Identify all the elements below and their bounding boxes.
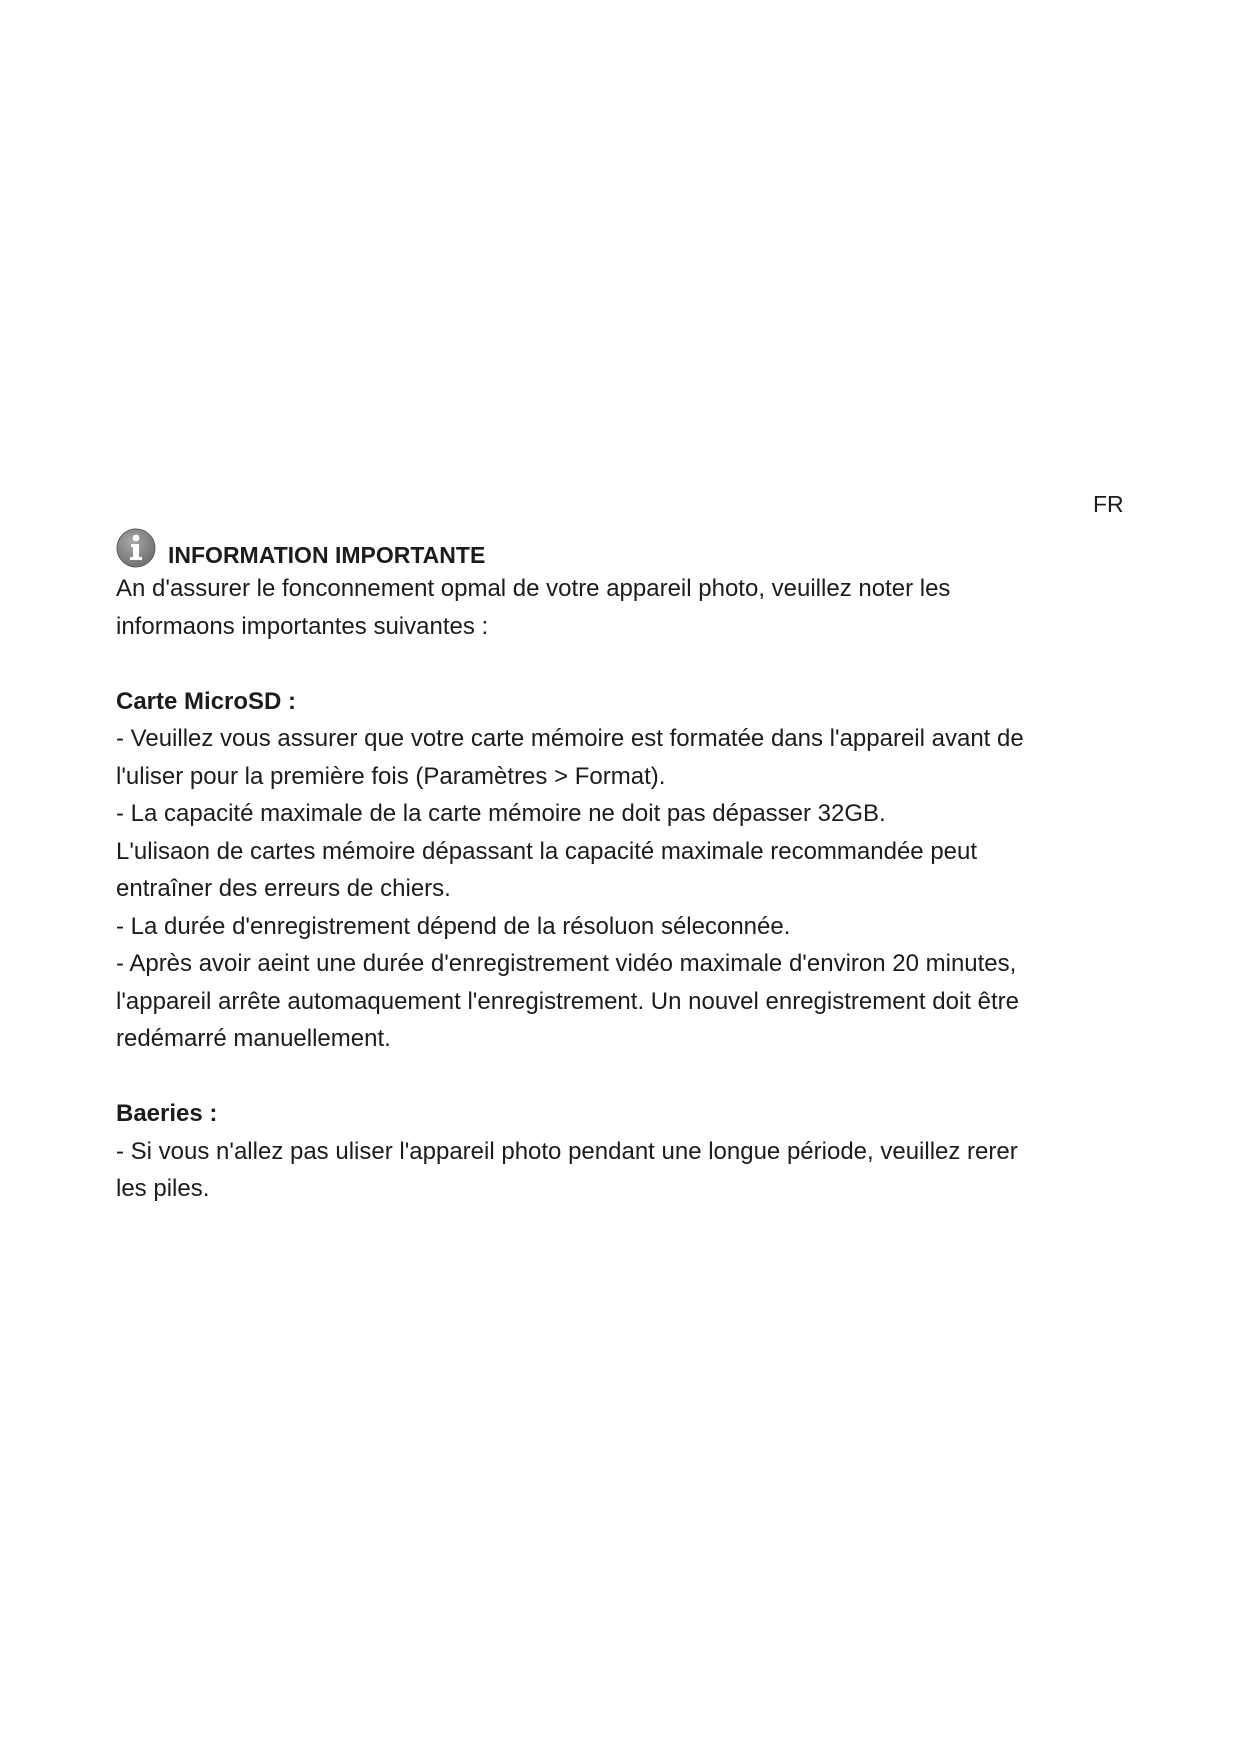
microsd-text-line: entraîner des erreurs de chiers.: [116, 875, 451, 902]
notice-heading-row: [116, 522, 1126, 570]
microsd-text-line: - La capacité maximale de la carte mémoire ne doit pas dépasser 32GB.: [116, 800, 886, 827]
microsd-text-line: l'uliser pour la première fois (Paramètres > Format).: [116, 762, 666, 790]
intro-text-line: informaons importantes suivantes :: [116, 612, 489, 640]
batteries-section-title: Baeries :: [116, 1100, 218, 1127]
batteries-text-line: les piles.: [116, 1175, 210, 1202]
paragraph-gap: [116, 1058, 1126, 1096]
microsd-text-line: L'ulisaon de cartes mémoire dépassant la capacité maximale recommandée peut: [116, 837, 978, 865]
notice-content: [116, 522, 1126, 1208]
microsd-text-line: - Veuillez vous assurer que votre carte mémoire est formatée dans l'appareil avant de: [116, 725, 1024, 752]
notice-title: INFORMATION IMPORTANTE: [168, 542, 486, 568]
intro-text-line: An d'assurer le fonconnement opmal de votre appareil photo, veuillez noter les: [116, 575, 951, 602]
microsd-text-line: l'appareil arrête automaquement l'enregistrement. Un nouvel enregistrement doit être: [116, 987, 1019, 1015]
microsd-section-title: Carte MicroSD :: [116, 687, 297, 715]
language-tag: FR: [1093, 491, 1124, 517]
microsd-text-line: - La durée d'enregistrement dépend de la résoluon séleconnée.: [116, 912, 791, 940]
batteries-text-line: - Si vous n'allez pas uliser l'appareil photo pendant une longue période, veuillez rerer: [116, 1137, 1018, 1165]
microsd-text-line: redémarré manuellement.: [116, 1025, 391, 1052]
microsd-text-line: - Après avoir aeint une durée d'enregistrement vidéo maximale d'environ 20 minutes,: [116, 950, 1017, 977]
info-circle-icon: [116, 528, 156, 568]
paragraph-gap: [116, 645, 1126, 683]
